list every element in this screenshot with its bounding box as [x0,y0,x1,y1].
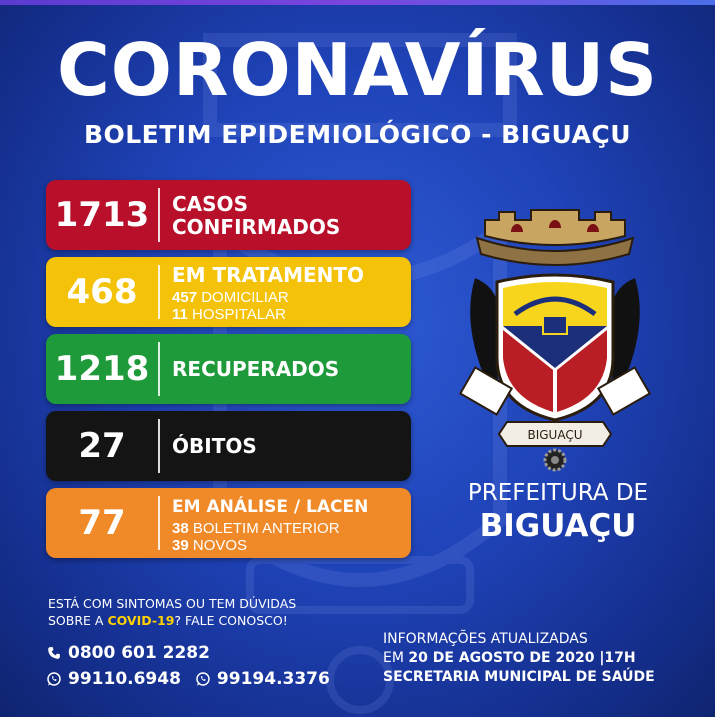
svg-text:BIGUAÇU: BIGUAÇU [527,428,583,442]
card-divider [158,342,160,395]
whatsapp-number-1[interactable]: 99110.6948 [68,669,181,689]
treatment-value: 468 [66,272,138,312]
card-divider [158,419,160,472]
prefeitura-line2: BIGUAÇU [479,508,637,544]
analysis-detail-new: 39 NOVOS [172,537,248,554]
confirmed-cases-label-1: CASOS [172,192,248,216]
confirmed-cases-label-2: CONFIRMADOS [172,215,341,239]
recovered-value: 1218 [54,349,150,389]
treatment-card [46,257,411,327]
contact-phones [46,640,330,692]
page-subtitle: BOLETIM EPIDEMIOLÓGICO - BIGUAÇU [83,120,632,149]
contact-line-2: SOBRE A COVID-19? FALE CONOSCO! [48,613,288,628]
phone-icon [46,645,62,661]
whatsapp-icon [46,671,62,687]
recovered-label: RECUPERADOS [172,357,340,381]
card-divider [158,496,160,549]
analysis-label: EM ANÁLISE / LACEN [172,497,369,517]
treatment-detail-home: 457 DOMICILIAR [172,289,289,306]
deaths-value: 27 [78,426,126,466]
recovered-card [46,334,411,404]
analysis-value: 77 [78,503,126,543]
phone-number[interactable]: 0800 601 2282 [68,643,210,663]
contact-prompt [48,595,296,629]
whatsapp-line [46,666,330,692]
analysis-detail-previous: 38 BOLETIM ANTERIOR [172,520,340,537]
contact-line-1: ESTÁ COM SINTOMAS OU TEM DÚVIDAS [48,596,297,611]
deaths-card [46,411,411,481]
deaths-label: ÓBITOS [172,434,257,458]
whatsapp-number-2[interactable]: 99194.3376 [216,669,330,689]
update-line-2: EM 20 DE AGOSTO DE 2020 |17H [383,650,636,666]
analysis-card [46,488,411,558]
card-divider [158,265,160,318]
prefeitura-logo-text [428,480,688,544]
update-line-1: INFORMAÇÕES ATUALIZADAS [383,631,588,647]
coat-of-arms-icon [455,198,655,473]
treatment-detail-hospital: 11 HOSPITALAR [172,306,286,323]
card-divider [158,188,160,241]
prefeitura-line1: PREFEITURA DE [467,480,649,506]
treatment-label: EM TRATAMENTO [172,263,365,287]
update-line-3: SECRETARIA MUNICIPAL DE SAÚDE [383,669,655,685]
phone-line [46,640,330,666]
update-info [383,630,655,687]
confirmed-cases-card [46,180,411,250]
whatsapp-icon [195,671,211,687]
confirmed-cases-value: 1713 [54,195,150,235]
page-title: CORONAVÍRUS [56,28,659,112]
